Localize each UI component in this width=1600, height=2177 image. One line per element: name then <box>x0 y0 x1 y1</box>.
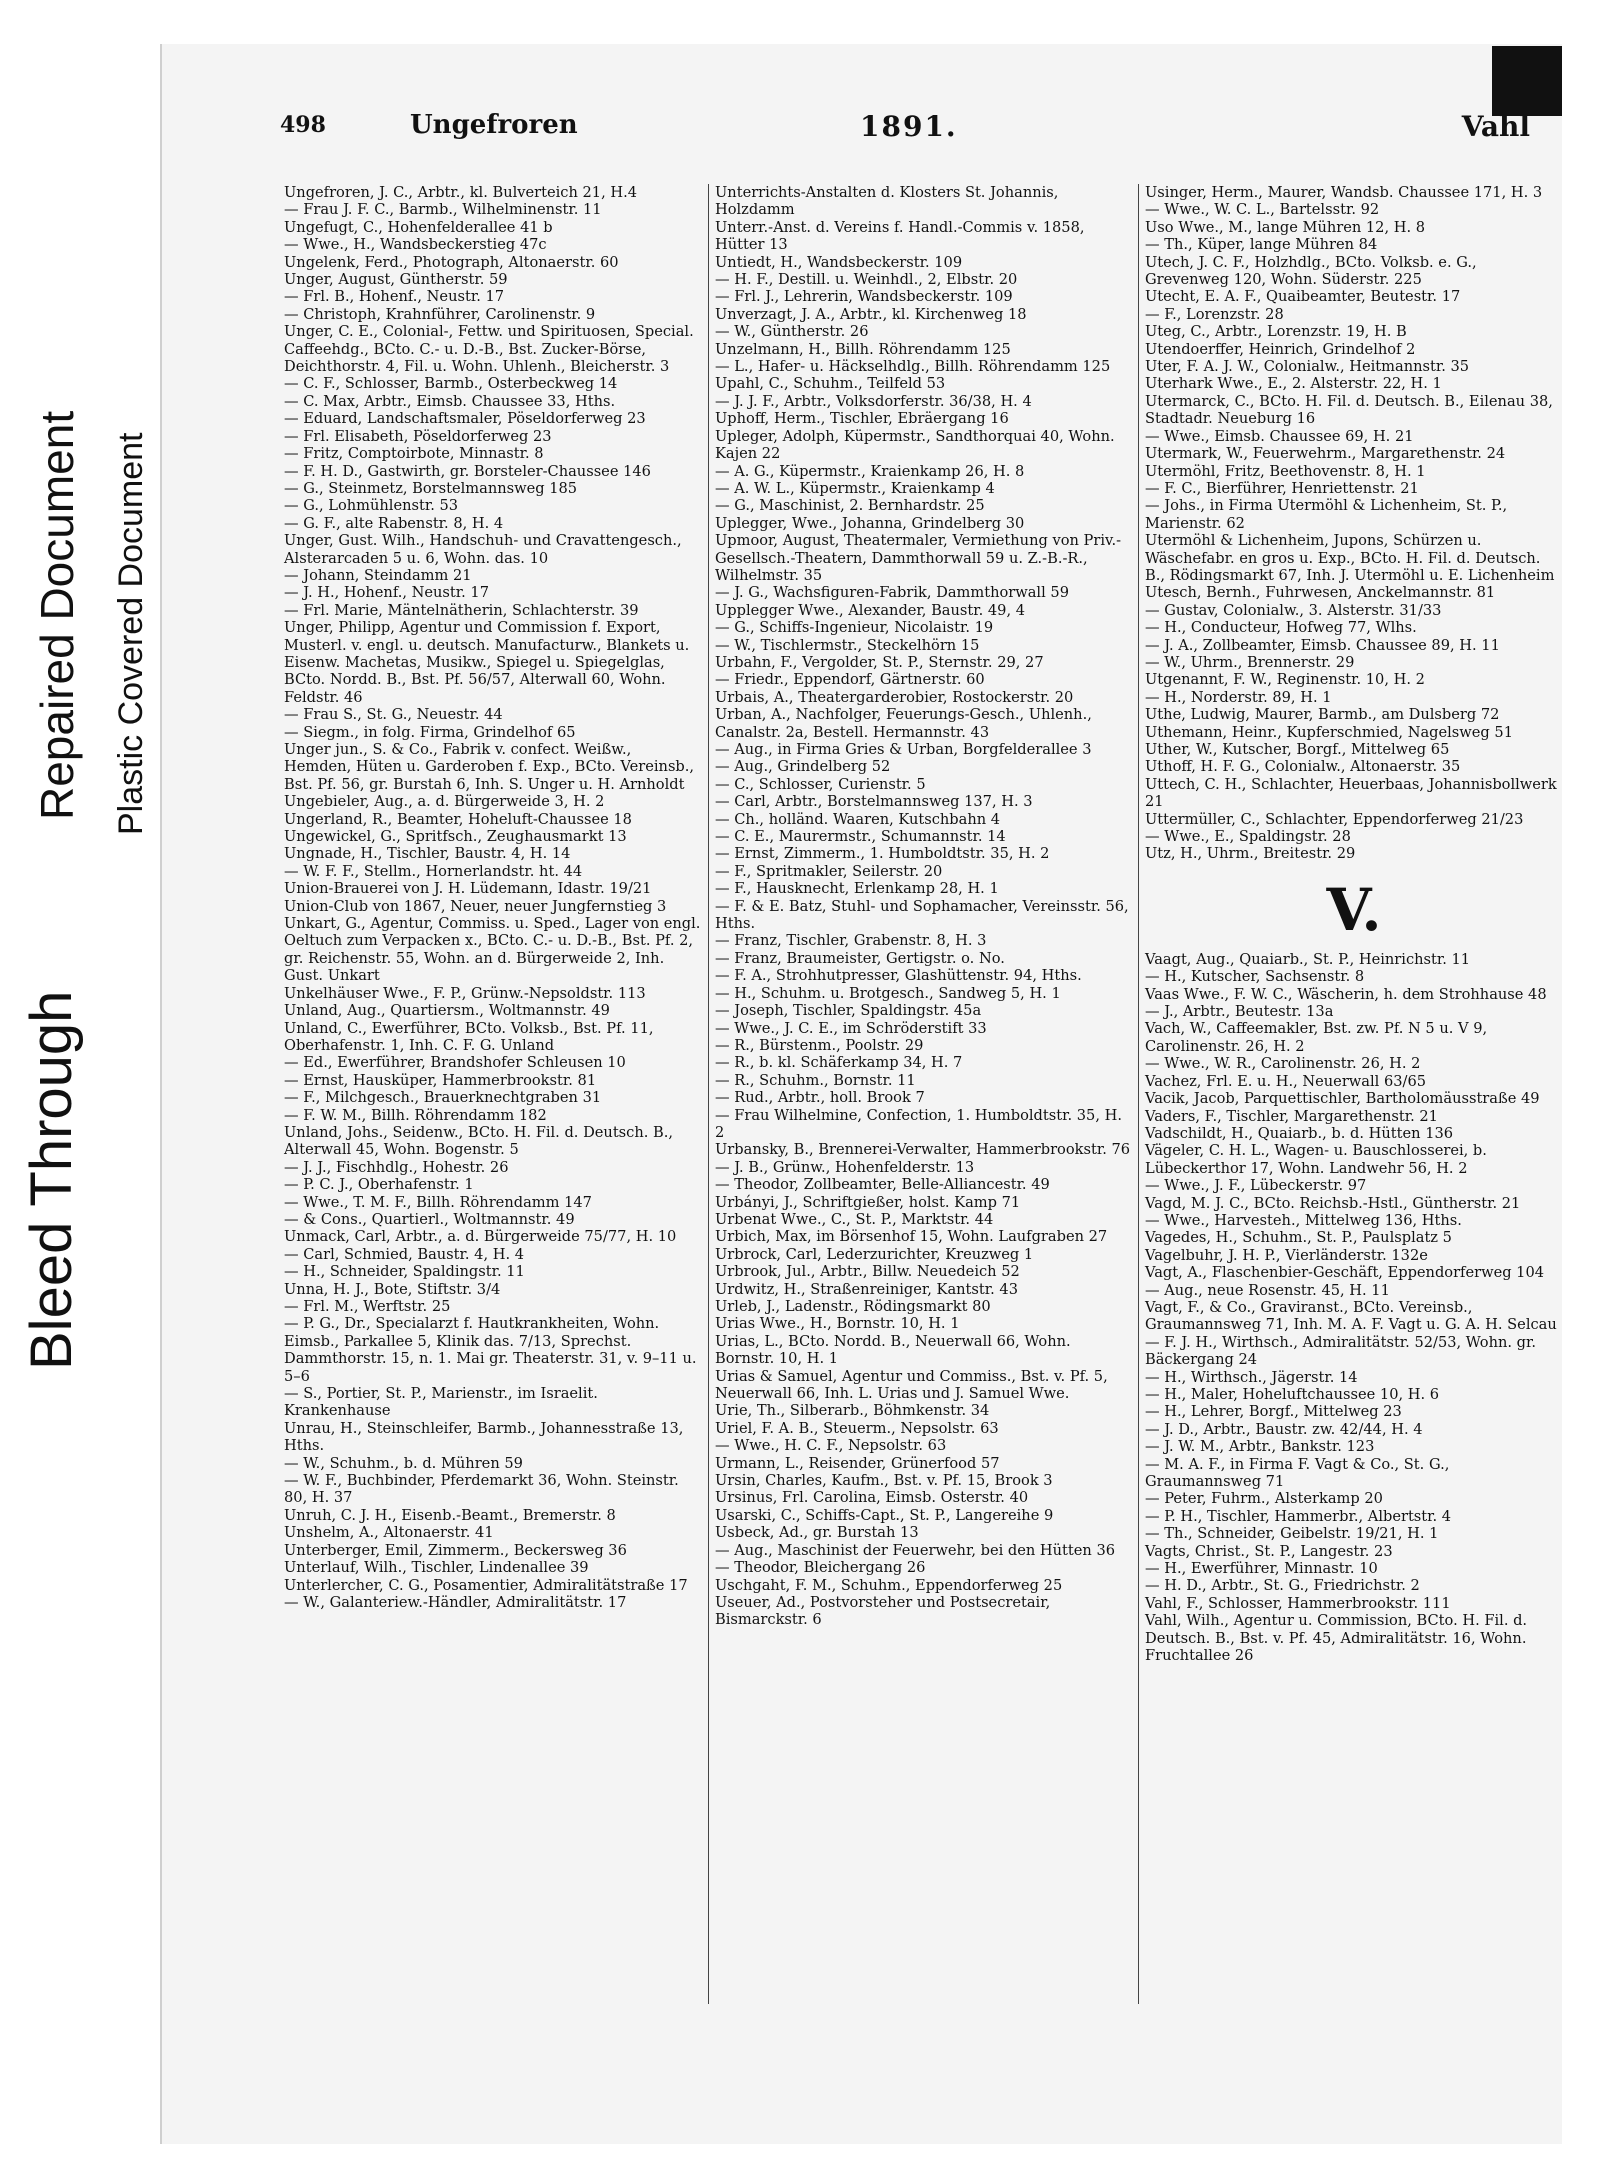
directory-entry: — H., Ewerführer, Minnastr. 10 <box>1145 1560 1378 1578</box>
directory-entry: Urleb, J., Ladenstr., Rödingsmarkt 80 <box>715 1298 991 1315</box>
directory-entry: Unzelmann, H., Billh. Röhrendamm 125 <box>715 340 1011 358</box>
column-divider <box>708 184 709 2004</box>
directory-entry: — H., Kutscher, Sachsenstr. 8 <box>1145 968 1365 986</box>
directory-entry: — Johs., in Firma Utermöhl & Lichenheim, St. P., Marienstr. 62 <box>1145 497 1508 532</box>
directory-entry: Unland, Aug., Quartiersm., Woltmannstr. 49 <box>284 1002 610 1020</box>
directory-entry: — Aug., Grindelberg 52 <box>715 758 891 776</box>
directory-entry: — G., Maschinist, 2. Bernhardstr. 25 <box>715 497 985 515</box>
directory-entry: — Joseph, Tischler, Spaldingstr. 45a <box>715 1002 982 1020</box>
directory-entry: Ungebieler, Aug., a. d. Bürgerweide 3, H. 2 <box>284 793 605 811</box>
directory-entry: Ursinus, Frl. Carolina, Eimsb. Osterstr. 40 <box>715 1489 1029 1507</box>
directory-column-2 <box>715 184 1133 1629</box>
directory-entry: Urmann, L., Reisender, Grünerfood 57 <box>715 1454 1000 1472</box>
directory-entry: — Wwe., J. F., Lübeckerstr. 97 <box>1145 1177 1367 1195</box>
directory-entry: Uso Wwe., M., lange Mühren 12, H. 8 <box>1145 218 1426 236</box>
directory-entry: Upmoor, August, Theatermaler, Vermiethung von Priv.-Gesellsch.-Theatern, Dammthorwall 59 u. Z.-B.-R., Wilhelmstr. 35 <box>715 532 1122 584</box>
directory-entry: — Aug., in Firma Gries & Urban, Borgfelderallee 3 <box>715 741 1092 758</box>
directory-entry: Urias & Samuel, Agentur und Commiss., Bst. v. Pf. 5, Neuerwall 66, Inh. L. Urias und J. Samuel Wwe. <box>715 1367 1108 1403</box>
directory-entry: — W. F. F., Stellm., Hornerlandstr. ht. 44 <box>284 862 583 880</box>
directory-entry: Unger, Philipp, Agentur und Commission f. Export, Musterl. v. engl. u. deutsch. Manufacturw., Blankets u. Eisenw. Machetas, Musikw., Spiegel u. Spiegelglas, BCto. Nordd. B., Bst. Pf. 56/57, Alterwall 60, Wohn. Feldstr. 46 <box>284 619 690 706</box>
directory-entry: Unger, C. E., Colonial-, Fettw. und Spirituosen, Special. Caffeehdg., BCto. C.- u. D.-B., Bst. Zucker-Börse, Deichthorstr. 4, Fil. u. Wohn. Uhlenh., Bleicherstr. 3 <box>284 323 694 376</box>
directory-entry: Vacik, Jacob, Parquettischler, Bartholomäusstraße 49 <box>1145 1090 1540 1108</box>
directory-entry: Uttermüller, C., Schlachter, Eppendorferweg 21/23 <box>1145 810 1524 828</box>
directory-entry: Unterlauf, Wilh., Tischler, Lindenallee 39 <box>284 1559 589 1577</box>
directory-entry: Uthe, Ludwig, Maurer, Barmb., am Dulsberg 72 <box>1145 706 1500 724</box>
directory-entry: Vach, W., Caffeemakler, Bst. zw. Pf. N 5 u. V 9, Carolinenstr. 26, H. 2 <box>1145 1020 1488 1055</box>
directory-entry: Unkelhäuser Wwe., F. P., Grünw.-Nepsoldstr. 113 <box>284 984 646 1002</box>
directory-entry: Urbich, Max, im Börsenhof 15, Wohn. Laufgraben 27 <box>715 1228 1108 1246</box>
directory-entry: Utz, H., Uhrm., Breitestr. 29 <box>1145 845 1356 863</box>
directory-entry: — Friedr., Eppendorf, Gärtnerstr. 60 <box>715 671 985 689</box>
directory-entry: — Frl. J., Lehrerin, Wandsbeckerstr. 109 <box>715 288 1013 306</box>
directory-entry: Vadschildt, H., Quaiarb., b. d. Hütten 136 <box>1145 1124 1454 1142</box>
directory-entry: — F., Milchgesch., Brauerknechtgraben 31 <box>284 1089 602 1107</box>
directory-entry: Urbrook, Jul., Arbtr., Billw. Neuedeich 52 <box>715 1263 1020 1281</box>
directory-entry: — H., Wirthsch., Jägerstr. 14 <box>1145 1368 1358 1386</box>
directory-entry: Uter, F. A. J. W., Colonialw., Heitmannstr. 35 <box>1145 358 1470 376</box>
directory-entry: Union-Brauerei von J. H. Lüdemann, Idastr. 19/21 <box>284 880 652 898</box>
directory-entry: Utecht, E. A. F., Quaibeamter, Beutestr. 17 <box>1145 288 1461 306</box>
directory-entry: — H. D., Arbtr., St. G., Friedrichstr. 2 <box>1145 1577 1420 1595</box>
directory-entry: — J. H., Hohenf., Neustr. 17 <box>284 584 489 602</box>
directory-entry: Urbányi, J., Schriftgießer, holst. Kamp 71 <box>715 1193 1021 1211</box>
directory-entry: — F. A., Strohhutpresser, Glashüttenstr. 94, Hths. <box>715 967 1082 985</box>
directory-entry: Useuer, Ad., Postvorsteher und Postsecretair, Bismarckstr. 6 <box>715 1593 1051 1629</box>
directory-entry: — J. J., Fischhdlg., Hohestr. 26 <box>284 1158 509 1176</box>
directory-entry: Uterhark Wwe., E., 2. Alsterstr. 22, H. 1 <box>1145 375 1442 393</box>
bleed-through-label: Bleed Through <box>19 990 84 1370</box>
directory-entry: — Th., Schneider, Geibelstr. 19/21, H. 1 <box>1145 1525 1439 1543</box>
directory-entry: — Johann, Steindamm 21 <box>284 566 472 584</box>
directory-entry: — W. F., Buchbinder, Pferdemarkt 36, Wohn. Steinstr. 80, H. 37 <box>284 1472 679 1507</box>
directory-entry: — A. G., Küpermstr., Kraienkamp 26, H. 8 <box>715 462 1025 480</box>
directory-entry: Utermöhl, Fritz, Beethovenstr. 8, H. 1 <box>1145 462 1426 480</box>
directory-entry: Unger jun., S. & Co., Fabrik v. confect. Weißw., Hemden, Hüten u. Garderoben f. Exp., BCto. Vereinsb., Bst. Pf. 56, gr. Burstah 6, Inh. S. Unger u. H. Arnholdt <box>284 741 695 793</box>
directory-entry: — W., Güntherstr. 26 <box>715 323 869 341</box>
directory-entry: Vaders, F., Tischler, Margarethenstr. 21 <box>1145 1107 1438 1125</box>
directory-entry: — Frl. Elisabeth, Pöseldorferweg 23 <box>284 427 552 445</box>
directory-entry: Utech, J. C. F., Holzhdlg., BCto. Volksb. e. G., Grevenweg 120, Wohn. Süderstr. 225 <box>1145 253 1477 289</box>
directory-entry: Upleger, Adolph, Küpermstr., Sandthorquai 40, Wohn. Kajen 22 <box>715 427 1115 463</box>
directory-entry: — W., Tischlermstr., Steckelhörn 15 <box>715 636 980 654</box>
directory-entry: — W., Uhrm., Brennerstr. 29 <box>1145 653 1355 671</box>
header-right-title: Vahl <box>1461 110 1530 143</box>
directory-entry: — H. F., Destill. u. Weinhdl., 2, Elbstr. 20 <box>715 271 1018 289</box>
directory-entry: — S., Portier, St. P., Marienstr., im Israelit. Krankenhause <box>284 1385 598 1420</box>
directory-entry: Urbahn, F., Vergolder, St. P., Sternstr. 29, 27 <box>715 653 1044 671</box>
directory-entry: — Siegm., in folg. Firma, Grindelhof 65 <box>284 723 576 741</box>
directory-entry: Uther, W., Kutscher, Borgf., Mittelweg 65 <box>1145 741 1450 758</box>
directory-entry: — Ernst, Hausküper, Hammerbrookstr. 81 <box>284 1071 597 1089</box>
directory-entry: — Wwe., H., Wandsbeckerstieg 47c <box>284 236 547 254</box>
directory-entry: Unna, H. J., Bote, Stiftstr. 3/4 <box>284 1280 501 1298</box>
directory-entry: — C. Max, Arbtr., Eimsb. Chaussee 33, Hths. <box>284 392 616 410</box>
directory-entry: — F., Lorenzstr. 28 <box>1145 305 1284 323</box>
directory-entry: Ungelenk, Ferd., Photograph, Altonaerstr. 60 <box>284 253 619 271</box>
directory-entry: Vagt, A., Flaschenbier-Geschäft, Eppendorferweg 104 <box>1145 1264 1545 1282</box>
directory-entry: Vagd, M. J. C., BCto. Reichsb.-Hstl., Güntherstr. 21 <box>1145 1194 1521 1212</box>
directory-entry: — Peter, Fuhrm., Alsterkamp 20 <box>1145 1490 1383 1508</box>
directory-entry: Usbeck, Ad., gr. Burstah 13 <box>715 1524 919 1542</box>
directory-entry: — W., Galanteriew.-Händler, Admiralitätstr. 17 <box>284 1593 627 1611</box>
directory-entry: Urbenat Wwe., C., St. P., Marktstr. 44 <box>715 1210 994 1228</box>
directory-entry: Unrau, H., Steinschleifer, Barmb., Johannesstraße 13, Hths. <box>284 1419 684 1455</box>
directory-entry: Vaas Wwe., F. W. C., Wäscherin, h. dem Strohhause 48 <box>1145 985 1547 1003</box>
column-divider <box>1138 184 1139 2004</box>
directory-column-1 <box>284 184 702 1611</box>
directory-entry: — Fritz, Comptoirbote, Minnastr. 8 <box>284 445 544 463</box>
directory-entry: Upplegger Wwe., Alexander, Baustr. 49, 4 <box>715 601 1026 619</box>
directory-entry: Unland, Johs., Seidenw., BCto. H. Fil. d. Deutsch. B., Alterwall 45, Wohn. Bogenstr. 5 <box>284 1123 674 1159</box>
directory-entry: — H., Norderstr. 89, H. 1 <box>1145 688 1332 706</box>
directory-entry: — H., Lehrer, Borgf., Mittelweg 23 <box>1145 1403 1402 1421</box>
directory-entry: — F. & E. Batz, Stuhl- und Sophamacher, Vereinsstr. 56, Hths. <box>715 897 1129 933</box>
directory-entry: — G., Steinmetz, Borstelmannsweg 185 <box>284 479 578 497</box>
directory-entry: — C. F., Schlosser, Barmb., Osterbeckweg 14 <box>284 375 618 393</box>
directory-entry: Ungerland, R., Beamter, Hoheluft-Chaussee 18 <box>284 810 632 828</box>
directory-entry: Ungefugt, C., Hohenfelderallee 41 b <box>284 218 553 236</box>
directory-entry: — J. W. M., Arbtr., Bankstr. 123 <box>1145 1438 1375 1456</box>
directory-entry: — Rud., Arbtr., holl. Brook 7 <box>715 1089 925 1107</box>
directory-entry: Ungewickel, G., Spritfsch., Zeughausmarkt 13 <box>284 828 627 846</box>
directory-entry: Vagts, Christ., St. P., Langestr. 23 <box>1145 1542 1393 1560</box>
directory-entry: — Carl, Schmied, Baustr. 4, H. 4 <box>284 1245 525 1263</box>
header-year: 1891. <box>860 110 958 143</box>
directory-entry: Uschgaht, F. M., Schuhm., Eppendorferweg 25 <box>715 1576 1063 1594</box>
directory-entry: — Wwe., E., Spaldingstr. 28 <box>1145 828 1351 846</box>
directory-entry: — Ernst, Zimmerm., 1. Humboldtstr. 35, H. 2 <box>715 845 1050 863</box>
directory-entry: — Eduard, Landschaftsmaler, Pöseldorferweg 23 <box>284 410 646 428</box>
directory-entry: Usarski, C., Schiffs-Capt., St. P., Langereihe 9 <box>715 1506 1054 1524</box>
directory-entry: Urias, L., BCto. Nordd. B., Neuerwall 66, Wohn. Bornstr. 10, H. 1 <box>715 1332 1071 1368</box>
directory-entry: — Ch., holländ. Waaren, Kutschbahn 4 <box>715 810 1001 828</box>
directory-entry: — Carl, Arbtr., Borstelmannsweg 137, H. 3 <box>715 793 1033 811</box>
directory-entry: Unterberger, Emil, Zimmerm., Beckersweg 36 <box>284 1541 627 1559</box>
directory-entry: Urbrock, Carl, Lederzurichter, Kreuzweg 1 <box>715 1245 1034 1263</box>
directory-entry: — F., Spritmakler, Seilerstr. 20 <box>715 862 943 880</box>
directory-entry: Utesch, Bernh., Fuhrwesen, Anckelmannstr. 81 <box>1145 584 1496 602</box>
directory-entry: — Wwe., W. C. L., Bartelsstr. 92 <box>1145 201 1380 219</box>
directory-entry: — R., b. kl. Schäferkamp 34, H. 7 <box>715 1054 963 1072</box>
directory-entry: — Frl. Marie, Mäntelnätherin, Schlachterstr. 39 <box>284 601 639 619</box>
directory-entry: — Wwe., Eimsb. Chaussee 69, H. 21 <box>1145 427 1414 445</box>
directory-entry: Unruh, C. J. H., Eisenb.-Beamt., Bremerstr. 8 <box>284 1506 616 1524</box>
directory-entry: — Franz, Braumeister, Gertigstr. o. No. <box>715 949 1005 967</box>
plastic-covered-label: Plastic Covered Document <box>112 432 150 835</box>
directory-entry: — Aug., Maschinist der Feuerwehr, bei den Hütten 36 <box>715 1541 1116 1559</box>
directory-entry: Ungefroren, J. C., Arbtr., kl. Bulverteich 21, H.4 <box>284 184 638 201</box>
directory-entry: — Christoph, Krahnführer, Carolinenstr. 9 <box>284 305 596 323</box>
directory-entry: — P. G., Dr., Specialarzt f. Hautkrankheiten, Wohn. Eimsb., Parkallee 5, Klinik das. 7/13, Sprechst. Dammthorstr. 15, n. 1. Mai gr. Theaterstr. 31, v. 9–11 u. 5–6 <box>284 1315 697 1385</box>
directory-entry: — J. J. F., Arbtr., Volksdorferstr. 36/38, H. 4 <box>715 392 1032 410</box>
directory-entry: — P. H., Tischler, Hammerbr., Albertstr. 4 <box>1145 1507 1452 1525</box>
directory-entry: Utgenannt, F. W., Reginenstr. 10, H. 2 <box>1145 671 1425 689</box>
directory-entry: — Theodor, Zollbeamter, Belle-Alliancestr. 49 <box>715 1176 1050 1194</box>
directory-entry: — G., Schiffs-Ingenieur, Nicolaistr. 19 <box>715 619 994 637</box>
directory-entry: — H., Maler, Hoheluftchaussee 10, H. 6 <box>1145 1386 1440 1403</box>
directory-column-3 <box>1145 184 1563 1665</box>
directory-entry: Urdwitz, H., Straßenreiniger, Kantstr. 43 <box>715 1280 1018 1298</box>
directory-entry: — F. W. M., Billh. Röhrendamm 182 <box>284 1106 547 1124</box>
directory-entry: Utermöhl & Lichenheim, Jupons, Schürzen u. Wäschefabr. en gros u. Exp., BCto. H. Fil. d. Deutsch. B., Rödingsmarkt 67, Inh. J. Utermöhl u. E. Lichenheim <box>1145 532 1555 584</box>
repaired-document-label: Repaired Document <box>31 410 83 820</box>
directory-entry: — Franz, Tischler, Grabenstr. 8, H. 3 <box>715 932 987 950</box>
directory-entry: — Frau J. F. C., Barmb., Wilhelminenstr. 11 <box>284 201 602 219</box>
directory-entry: Uthoff, H. F. G., Colonialw., Altonaerstr. 35 <box>1145 758 1461 776</box>
directory-entry: Unterlercher, C. G., Posamentier, Admiralitätstraße 17 <box>284 1576 688 1594</box>
directory-entry: — R., Schuhm., Bornstr. 11 <box>715 1071 916 1089</box>
directory-entry: Unshelm, A., Altonaerstr. 41 <box>284 1524 494 1542</box>
header-left-title: Ungefroren <box>410 110 578 140</box>
directory-entry: Upahl, C., Schuhm., Teilfeld 53 <box>715 375 946 393</box>
directory-entry: — C. E., Maurermstr., Schumannstr. 14 <box>715 828 1006 846</box>
directory-entry: Unger, August, Güntherstr. 59 <box>284 271 508 289</box>
directory-entry: — & Cons., Quartierl., Woltmannstr. 49 <box>284 1210 575 1228</box>
directory-entry: — Theodor, Bleichergang 26 <box>715 1559 926 1577</box>
directory-entry: — Wwe., T. M. F., Billh. Röhrendamm 147 <box>284 1193 592 1211</box>
directory-entry: — Wwe., J. C. E., im Schröderstift 33 <box>715 1019 987 1037</box>
directory-entry: Ungnade, H., Tischler, Baustr. 4, H. 14 <box>284 845 571 863</box>
directory-entry: — Frau S., St. G., Neuestr. 44 <box>284 706 503 724</box>
directory-entry: Uttech, C. H., Schlachter, Heuerbaas, Johannisbollwerk 21 <box>1145 775 1557 811</box>
directory-entry: Union-Club von 1867, Neuer, neuer Jungfernstieg 3 <box>284 897 667 915</box>
directory-entry: Unterr.-Anst. d. Vereins f. Handl.-Commis v. 1858, Hütter 13 <box>715 218 1085 254</box>
directory-entry: — H., Schneider, Spaldingstr. 11 <box>284 1263 525 1281</box>
directory-entry: — Th., Küper, lange Mühren 84 <box>1145 236 1378 254</box>
directory-entry: Usinger, Herm., Maurer, Wandsb. Chaussee 171, H. 3 <box>1145 184 1543 201</box>
directory-entry: Vägeler, C. H. L., Wagen- u. Bauschlosserei, b. Lübeckerthor 17, Wohn. Landwehr 56, H. 2 <box>1145 1142 1487 1177</box>
directory-entry: — F. C., Bierführer, Henriettenstr. 21 <box>1145 479 1419 497</box>
directory-entry: — R., Bürstenm., Poolstr. 29 <box>715 1036 924 1054</box>
directory-entry: — Ed., Ewerführer, Brandshofer Schleusen 10 <box>284 1054 626 1072</box>
page-number: 498 <box>280 112 326 138</box>
directory-entry: Unger, Gust. Wilh., Handschuh- und Cravattengesch., Alsterarcaden 5 u. 6, Wohn. das. 10 <box>284 532 682 567</box>
directory-entry: Vagedes, H., Schuhm., St. P., Paulsplatz 5 <box>1145 1229 1452 1247</box>
directory-entry: — G. F., alte Rabenstr. 8, H. 4 <box>284 514 504 532</box>
directory-entry: Ursin, Charles, Kaufm., Bst. v. Pf. 15, Brook 3 <box>715 1472 1053 1490</box>
directory-entry: — Aug., neue Rosenstr. 45, H. 11 <box>1145 1281 1390 1299</box>
directory-entry: Unverzagt, J. A., Arbtr., kl. Kirchenweg 18 <box>715 305 1027 323</box>
directory-entry: Vachez, Frl. E. u. H., Neuerwall 63/65 <box>1145 1072 1427 1090</box>
directory-entry: — M. A. F., in Firma F. Vagt & Co., St. G., Graumannsweg 71 <box>1145 1455 1450 1491</box>
directory-entry: Utermark, W., Feuerwehrm., Margarethenstr. 24 <box>1145 445 1506 463</box>
directory-entry: Vagelbuhr, J. H. P., Vierländerstr. 132e <box>1145 1246 1428 1264</box>
directory-entry: — P. C. J., Oberhafenstr. 1 <box>284 1176 474 1194</box>
directory-entry: — H., Schuhm. u. Brotgesch., Sandweg 5, H. 1 <box>715 984 1061 1002</box>
directory-entry: — A. W. L., Küpermstr., Kraienkamp 4 <box>715 479 995 497</box>
section-letter: V. <box>1326 875 1382 944</box>
directory-page <box>160 44 1562 2144</box>
directory-entry: — J. A., Zollbeamter, Eimsb. Chaussee 89, H. 11 <box>1145 636 1500 654</box>
directory-entry: — F., Hausknecht, Erlenkamp 28, H. 1 <box>715 880 999 898</box>
directory-entry: — C., Schlosser, Curienstr. 5 <box>715 775 926 793</box>
directory-entry: Uthemann, Heinr., Kupferschmied, Nagelsweg 51 <box>1145 723 1513 741</box>
directory-entry: Vaagt, Aug., Quaiarb., St. P., Heinrichstr. 11 <box>1145 950 1471 968</box>
directory-entry: Urie, Th., Silberarb., Böhmkenstr. 34 <box>715 1402 990 1420</box>
directory-entry: — H., Conducteur, Hofweg 77, Wlhs. <box>1145 619 1417 637</box>
directory-entry: — W., Schuhm., b. d. Mühren 59 <box>284 1454 523 1472</box>
directory-entry: — F. H. D., Gastwirth, gr. Borsteler-Chaussee 146 <box>284 462 651 480</box>
directory-entry: Unkart, G., Agentur, Commiss. u. Sped., Lager von engl. Oeltuch zum Verpacken x., BCto. C.- u. D.-B., Bst. Pf. 2, gr. Reichenstr. 55, Wohn. an d. Bürgerweide 2, Inh. Gust. Unkart <box>284 915 701 985</box>
page-header <box>280 106 1540 156</box>
directory-entry: — G., Lohmühlenstr. 53 <box>284 497 459 515</box>
directory-entry: Uplegger, Wwe., Johanna, Grindelberg 30 <box>715 514 1025 532</box>
directory-entry: Uphoff, Herm., Tischler, Ebräergang 16 <box>715 410 1009 428</box>
directory-entry: Vagt, F., & Co., Graviranst., BCto. Vereinsb., Graumannsweg 71, Inh. M. A. F. Vagt u. G. A. H. Selcau <box>1145 1298 1557 1334</box>
directory-entry: — Gustav, Colonialw., 3. Alsterstr. 31/33 <box>1145 601 1442 619</box>
directory-entry: Uteg, C., Arbtr., Lorenzstr. 19, H. B <box>1145 323 1407 341</box>
directory-entry: Urbansky, B., Brennerei-Verwalter, Hammerbrookstr. 76 <box>715 1141 1131 1159</box>
directory-entry: — J. D., Arbtr., Baustr. zw. 42/44, H. 4 <box>1145 1420 1423 1438</box>
directory-entry: Vahl, Wilh., Agentur u. Commission, BCto. H. Fil. d. Deutsch. B., Bst. v. Pf. 45, Admiralitätstr. 16, Wohn. Fruchtallee 26 <box>1145 1612 1528 1665</box>
directory-entry: — Wwe., W. R., Carolinenstr. 26, H. 2 <box>1145 1055 1421 1073</box>
directory-entry: Uriel, F. A. B., Steuerm., Nepsolstr. 63 <box>715 1419 999 1437</box>
directory-entry: — Frl. B., Hohenf., Neustr. 17 <box>284 288 505 306</box>
directory-entry: — J. G., Wachsfiguren-Fabrik, Dammthorwall 59 <box>715 584 1069 602</box>
directory-entry: — Wwe., Harvesteh., Mittelweg 136, Hths. <box>1145 1211 1462 1229</box>
directory-entry: — F. J. H., Wirthsch., Admiralitätstr. 52/53, Wohn. gr. Bäckergang 24 <box>1145 1333 1537 1369</box>
directory-entry: Unland, C., Ewerführer, BCto. Volksb., Bst. Pf. 11, Oberhafenstr. 1, Inh. C. F. G. Unland <box>284 1019 654 1054</box>
directory-entry: Untiedt, H., Wandsbeckerstr. 109 <box>715 253 963 271</box>
directory-entry: — L., Hafer- u. Häckselhdlg., Billh. Röhrendamm 125 <box>715 358 1111 376</box>
directory-entry: Utermarck, C., BCto. H. Fil. d. Deutsch. B., Eilenau 38, Stadtadr. Neueburg 16 <box>1145 392 1553 428</box>
directory-entry: Urias Wwe., H., Bornstr. 10, H. 1 <box>715 1315 960 1333</box>
directory-entry: Urban, A., Nachfolger, Feuerungs-Gesch., Uhlenh., Canalstr. 2a, Bestell. Hermannstr. 43 <box>715 706 1092 741</box>
directory-entry: — Wwe., H. C. F., Nepsolstr. 63 <box>715 1437 947 1455</box>
directory-entry: Unterrichts-Anstalten d. Klosters St. Johannis, Holzdamm <box>715 184 1059 219</box>
directory-entry: Vahl, F., Schlosser, Hammerbrookstr. 111 <box>1145 1594 1451 1612</box>
directory-entry: Unmack, Carl, Arbtr., a. d. Bürgerweide 75/77, H. 10 <box>284 1228 677 1246</box>
directory-entry: Utendoerffer, Heinrich, Grindelhof 2 <box>1145 340 1416 358</box>
directory-entry: — J., Arbtr., Beutestr. 13a <box>1145 1003 1334 1021</box>
directory-entry: Urbais, A., Theatergarderobier, Rostockerstr. 20 <box>715 688 1074 706</box>
directory-entry: — J. B., Grünw., Hohenfelderstr. 13 <box>715 1158 975 1176</box>
directory-entry: — Frl. M., Werftstr. 25 <box>284 1298 451 1315</box>
directory-entry: — Frau Wilhelmine, Confection, 1. Humboldtstr. 35, H. 2 <box>715 1106 1122 1141</box>
